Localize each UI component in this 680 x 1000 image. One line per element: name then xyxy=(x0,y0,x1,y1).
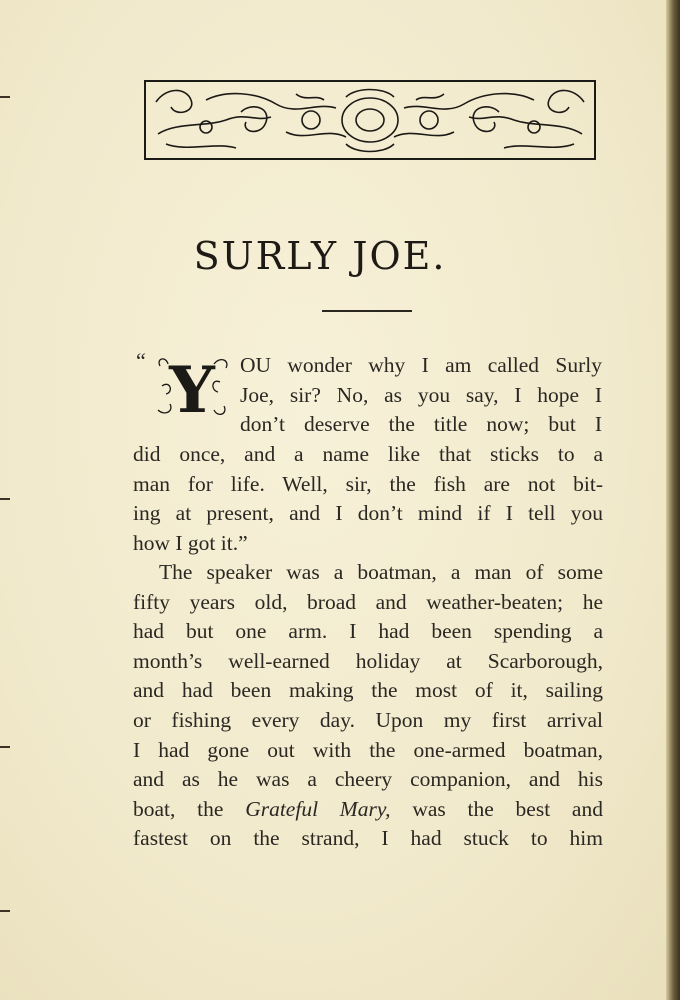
text-line: don’t deserve the title now; but I xyxy=(240,412,602,437)
margin-mark xyxy=(0,498,10,500)
title-rule xyxy=(322,310,412,312)
paragraph-1-opening xyxy=(240,351,602,440)
text-line: or fishing every day. Upon my first arrival xyxy=(133,707,603,732)
text-line-with-italic xyxy=(133,795,603,825)
drop-cap xyxy=(152,352,232,424)
header-ornament xyxy=(144,80,596,160)
drop-cap-letter: Y xyxy=(169,353,215,424)
text-line: The speaker was a boatman, a man of some xyxy=(159,560,603,584)
margin-mark xyxy=(0,746,10,748)
text-line: and as he was a cheery companion, and his xyxy=(133,767,603,792)
paragraph-1-rest xyxy=(133,440,603,558)
text-line: Joe, sir? No, as you say, I hope I xyxy=(240,382,602,407)
text-line: man for life. Well, sir, the fish are not bit- xyxy=(133,471,603,496)
paragraph-2 xyxy=(133,558,603,854)
text-line: ing at present, and I don’t mind if I tell you xyxy=(133,501,603,526)
text-line: how I got it.” xyxy=(133,530,248,555)
text-line: did once, and a name like that sticks to a xyxy=(133,442,603,466)
text-line: month’s well-earned holiday at Scarborough, xyxy=(133,648,603,673)
opening-quote: “ xyxy=(136,348,146,373)
text-line: fastest on the strand, I had stuck to him xyxy=(133,826,603,851)
chapter-title: SURLY JOE. xyxy=(193,234,447,278)
text-segment: was the best and xyxy=(390,796,603,821)
text-segment: boat, the xyxy=(133,796,246,821)
text-line: fifty years old, broad and weather-beaten; he xyxy=(133,589,603,614)
boat-name: Grateful Mary, xyxy=(245,796,391,821)
text-line: had but one arm. I had been spending a xyxy=(133,619,603,644)
margin-mark xyxy=(0,910,10,912)
margin-mark xyxy=(0,96,10,98)
text-line: and had been making the most of it, sailing xyxy=(133,678,603,703)
text-line: I had gone out with the one-armed boatman, xyxy=(133,737,603,762)
page-edge xyxy=(666,0,680,1000)
text-line: OU wonder why I am called Surly xyxy=(240,353,602,377)
